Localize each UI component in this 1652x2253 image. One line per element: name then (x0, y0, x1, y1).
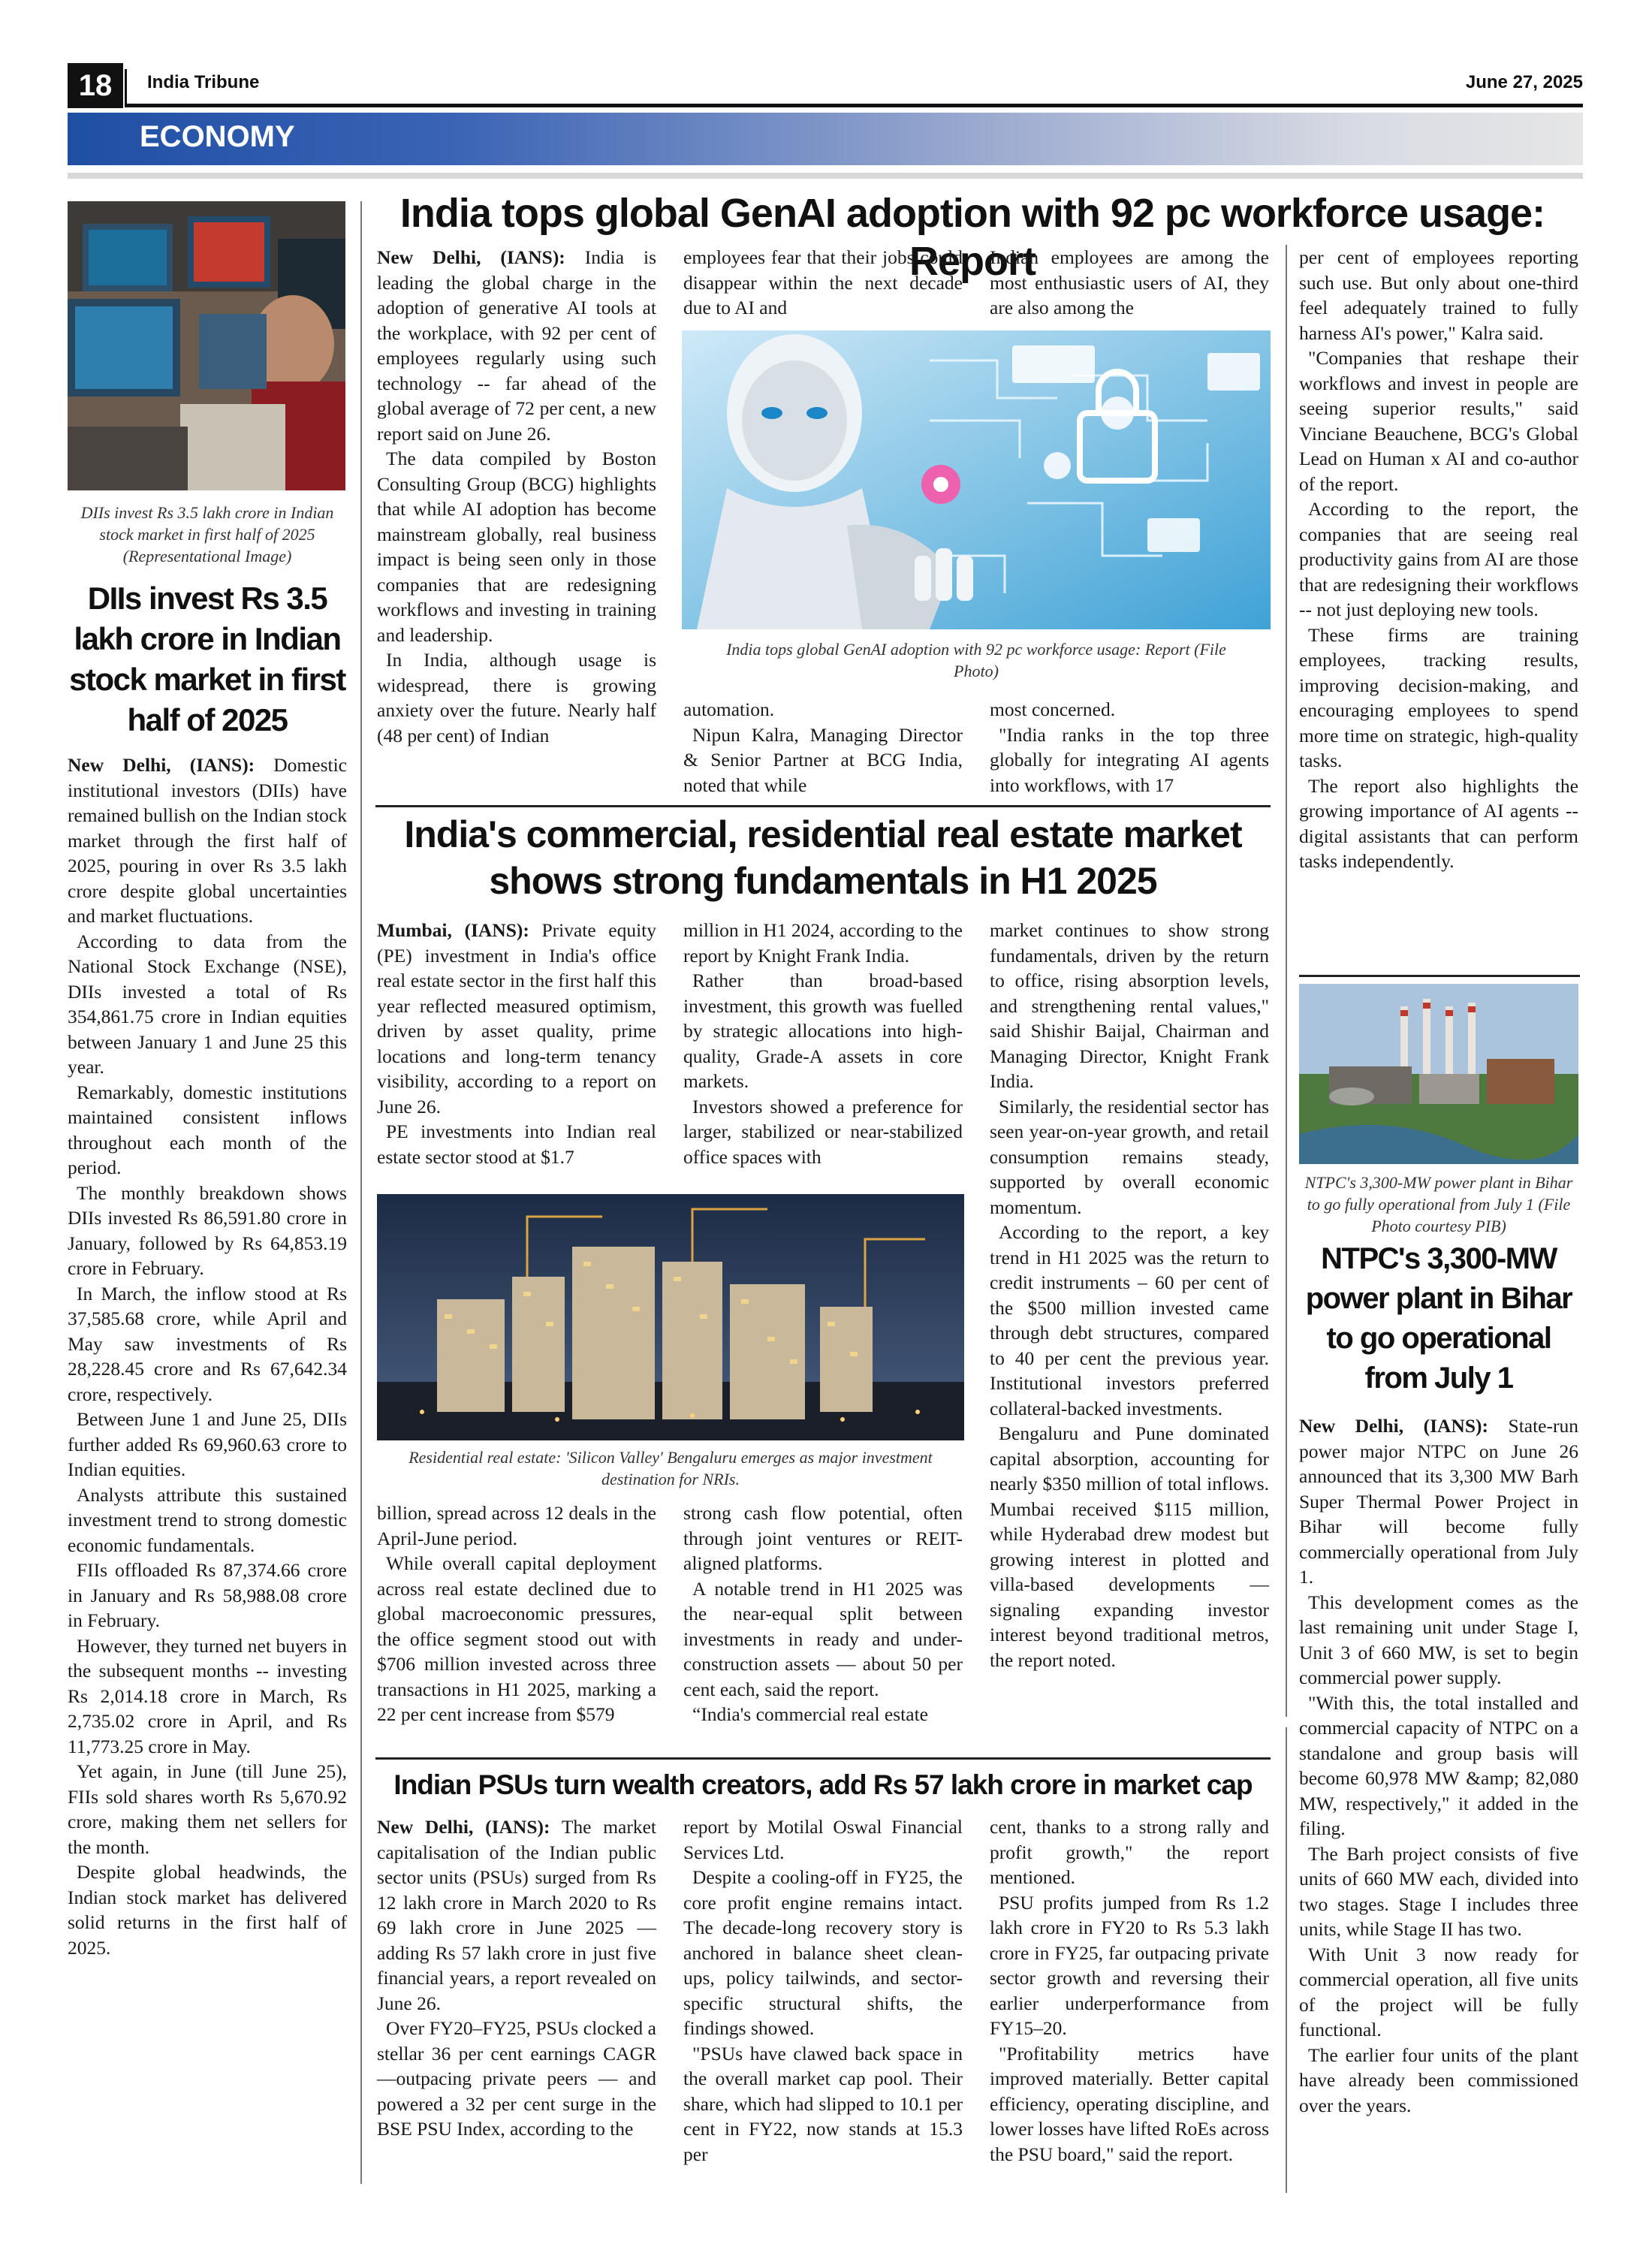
psu-headline: Indian PSUs turn wealth creators, add Rs 57 lakh crore in market cap (393, 1769, 1253, 1800)
ntpc-paragraph: The Barh project consists of five units of 660 MW each, divided into two stages. Stage I includes three units, while Stage II has two. (1299, 1842, 1578, 1940)
genai-paragraph: "India ranks in the top three globally for integrating AI agents into workflows, with 17 (990, 723, 1269, 796)
ntpc-photo-caption: NTPC's 3,300-MW power plant in Bihar to go fully operational from July 1 (File Photo courtesy PIB) (1304, 1173, 1573, 1235)
realestate-paragraph: Rather than broad-based investment, this growth was fuelled by strategic allocations into high-quality, Grade-A assets in core markets. (683, 970, 963, 1092)
bengaluru-skyline-image (377, 1194, 964, 1440)
ntpc-paragraph: The earlier four units of the plant have already been commissioned over the years. (1299, 2043, 1578, 2116)
realestate-paragraph: billion, spread across 12 deals in the April-June period. (377, 1502, 656, 1549)
genai-paragraph: The data compiled by Boston Consulting Group (BCG) highlights that while AI adoption has become mainstream globally, real business impact is being seen only in those companies that are redesigning workflows and investing in training and leadership. (377, 448, 656, 646)
psu-dateline: New Delhi, (IANS): (377, 1816, 550, 1838)
trader-photo (68, 201, 345, 490)
column-divider (360, 201, 362, 2184)
dii-photo-caption: DIIs invest Rs 3.5 lakh crore in Indian stock market in first half of 2025 (Representational Image) (80, 503, 334, 566)
realestate-paragraph: million in H1 2024, according to the report by Knight Frank India. (683, 919, 963, 967)
dii-paragraph: FIIs offloaded Rs 87,374.66 crore in January and Rs 58,988.08 crore in February. (68, 1559, 347, 1631)
issue-date: June 27, 2025 (1465, 72, 1583, 92)
genai-paragraph: Indian employees are among the most enthusiastic users of AI, they are also among the (990, 246, 1269, 318)
realestate-col1-top (377, 918, 656, 1169)
dii-paragraph: Domestic institutional investors (DIIs) have remained bullish on the Indian stock market through the first half of 2025, pouring in over Rs 3.5 lakh crore despite global uncertainties and market fluctuations. (68, 754, 347, 927)
genai-col3-top (990, 245, 1269, 327)
power-plant-graphic (1299, 984, 1578, 1164)
psu-col1 (377, 1814, 656, 2142)
realestate-col3 (990, 918, 1269, 1672)
dii-paragraph: In March, the inflow stood at Rs 37,585.68 crore, while April and May saw investments of Rs 28,228.45 crore and Rs 67,642.34 crore, respectively. (68, 1282, 347, 1405)
realestate-paragraph: PE investments into Indian real estate sector stood at $1.7 (377, 1120, 656, 1168)
dii-article-body (68, 753, 347, 1960)
genai-dateline: New Delhi, (IANS): (377, 246, 565, 268)
ai-robot-image (682, 330, 1271, 629)
dii-paragraph: Despite global headwinds, the Indian stock market has delivered solid returns in the first half of 2025. (68, 1861, 347, 1959)
ai-robot-graphic (682, 330, 1271, 629)
section-label: ECONOMY (140, 120, 295, 153)
header-rule (125, 104, 1583, 107)
power-plant-photo (1299, 984, 1578, 1164)
genai-paragraph: India is leading the global charge in the adoption of generative AI tools at the workplace, with 92 per cent of employees regularly using such technology -- far ahead of the global average of 72 per cent, a new report said on June 26. (377, 246, 656, 445)
dii-dateline: New Delhi, (IANS): (68, 754, 255, 776)
genai-col2-top (683, 245, 963, 327)
realestate-dateline: Mumbai, (IANS): (377, 919, 529, 941)
psu-paragraph: "PSUs have clawed back space in the overall market cap pool. Their share, which had slipped to 10.1 per cent in FY22, now stands at 15.3 per (683, 2042, 963, 2165)
section-band-shadow (68, 173, 1583, 179)
genai-col3-bottom (990, 697, 1269, 798)
psu-paragraph: "Profitability metrics have improved materially. Better capital efficiency, operating discipline, and lower losses have lifted RoEs across the PSU board," said the report. (990, 2042, 1269, 2165)
realestate-image-caption: Residential real estate: 'Silicon Valley' Bengaluru emerges as major investment destination for NRIs. (408, 1448, 933, 1488)
realestate-paragraph: Bengaluru and Pune dominated capital absorption, accounting for nearly $350 million of total inflows. Mumbai received $115 million, while Hyderabad drew modest but growing interest in plotted and villa-based developments — signaling expanding investor interest beyond traditional metros, the report noted. (990, 1422, 1269, 1671)
realestate-paragraph: Investors showed a preference for larger, stabilized or near-stabilized office spaces with (683, 1095, 963, 1168)
genai-col4 (1299, 245, 1578, 874)
genai-paragraph: employees fear that their jobs could disappear within the next decade due to AI and (683, 246, 963, 318)
realestate-paragraph: Similarly, the residential sector has seen year-on-year growth, and retail consumption remains steady, supported by overall economic momentum. (990, 1095, 1269, 1218)
genai-paragraph: most concerned. (990, 698, 1116, 720)
column-divider (1286, 245, 1287, 1717)
genai-col1 (377, 245, 656, 748)
realestate-paragraph: Private equity (PE) investment in India's office real estate sector in the first half this year reflected measured optimism, driven by asset quality, prime locations and long-term tenancy visibility, according to a report on June 26. (377, 919, 656, 1117)
realestate-paragraph: A notable trend in H1 2025 was the near-equal split between investments in ready and under-construction assets — about 50 per cent each, said the report. (683, 1577, 963, 1700)
genai-paragraph: automation. (683, 698, 775, 720)
psu-paragraph: PSU profits jumped from Rs 1.2 lakh crore in FY20 to Rs 5.3 lakh crore in FY25, far outpacing private sector growth and reversing their earlier underperformance from FY15–20. (990, 1891, 1269, 2039)
dii-headline: DIIs invest Rs 3.5 lakh crore in Indian stock market in first half of 2025 (69, 581, 345, 737)
genai-paragraph: Nipun Kalra, Managing Director & Senior Partner at BCG India, noted that while (683, 723, 963, 796)
psu-paragraph: Over FY20–FY25, PSUs clocked a stellar 36 per cent earnings CAGR —outpacing private peers — and powered a 32 per cent surge in the BSE PSU Index, according to the (377, 2017, 656, 2140)
psu-paragraph: Despite a cooling-off in FY25, the core profit engine remains intact. The decade-long recovery story is anchored in balance sheet clean-ups, policy tailwinds, and sector-specific structural shifts, the findings showed. (683, 1866, 963, 2039)
ntpc-paragraph: With Unit 3 now ready for commercial operation, all five units of the project will be fully functional. (1299, 1943, 1578, 2040)
psu-col3 (990, 1814, 1269, 2167)
genai-col2-bottom (683, 697, 963, 798)
genai-paragraph: These firms are training employees, tracking results, improving decision-making, and encouraging employees to spend more time on strategic, high-quality tasks. (1299, 623, 1578, 771)
genai-paragraph: "Companies that reshape their workflows and invest in people are seeing superior results," said Vinciane Beauchene, BCG's Global Lead on Human x AI and co-author of the report. (1299, 347, 1578, 495)
page-number: 18 (68, 63, 123, 108)
header-divider (125, 69, 127, 107)
dii-paragraph: Remarkably, domestic institutions maintained consistent inflows throughout each month of the period. (68, 1081, 347, 1178)
realestate-paragraph: strong cash flow potential, often through joint ventures or REIT-aligned platforms. (683, 1502, 963, 1574)
bengaluru-skyline-graphic (377, 1194, 964, 1440)
dii-paragraph: However, they turned net buyers in the subsequent months -- investing Rs 2,014.18 crore in March, Rs 2,735.02 crore in April, and Rs 11,773.25 crore in May. (68, 1634, 347, 1757)
ntpc-article-body (1299, 1413, 1578, 2118)
ntpc-headline: NTPC's 3,300-MW power plant in Bihar to go operational from July 1 (1305, 1242, 1572, 1395)
ntpc-dateline: New Delhi, (IANS): (1299, 1415, 1489, 1437)
realestate-paragraph: According to the report, a key trend in H1 2025 was the return to credit instruments – 60 per cent of the $500 million invested came through debt structures, compared to 40 per cent the previous year. Institutional investors preferred collateral-backed investments. (990, 1221, 1269, 1419)
psu-paragraph: report by Motilal Oswal Financial Services Ltd. (683, 1816, 963, 1863)
genai-paragraph: per cent of employees reporting such use. But only about one-third feel adequately trained to fully harness AI's power," Kalra said. (1299, 246, 1578, 344)
ntpc-paragraph: This development comes as the last remaining unit under Stage I, Unit 3 of 660 MW, is set to begin commercial power supply. (1299, 1591, 1578, 1688)
story-divider (1299, 975, 1580, 977)
psu-col2 (683, 1814, 963, 2167)
dii-paragraph: According to data from the National Stock Exchange (NSE), DIIs invested a total of Rs 354,861.75 crore in Indian equities between January 1 and June 25 this year. (68, 930, 347, 1078)
psu-paragraph: The market capitalisation of the Indian public sector units (PSUs) surged from Rs 12 lakh crore in March 2020 to Rs 69 lakh crore in June 2025 — adding Rs 57 lakh crore in just five financial years, a report revealed on June 26. (377, 1816, 656, 2014)
genai-paragraph: In India, although usage is widespread, there is growing anxiety over the future. Nearly half (48 per cent) of Indian (377, 649, 656, 746)
genai-paragraph: The report also highlights the growing importance of AI agents -- digital assistants that can perform tasks independently. (1299, 774, 1578, 872)
story-divider (375, 805, 1271, 807)
dii-paragraph: The monthly breakdown shows DIIs invested Rs 86,591.80 crore in January, followed by Rs 64,853.19 crore in February. (68, 1181, 347, 1279)
column-divider (1286, 1727, 1287, 2193)
realestate-col1-bottom (377, 1500, 656, 1727)
dii-paragraph: Analysts attribute this sustained investment trend to strong domestic economic fundamentals. (68, 1483, 347, 1556)
psu-paragraph: cent, thanks to a strong rally and profit growth," the report mentioned. (990, 1816, 1269, 1888)
realestate-paragraph: market continues to show strong fundamentals, driven by the return to office, rising absorption levels, and strengthening rental values," said Shishir Baijal, Chairman and Managing Director, Knight Frank India. (990, 919, 1269, 1092)
realestate-paragraph: “India's commercial real estate (692, 1703, 928, 1725)
dii-paragraph: Yet again, in June (till June 25), FIIs sold shares worth Rs 5,670.92 crore, making them net sellers for the month. (68, 1760, 347, 1858)
ntpc-paragraph: "With this, the total installed and commercial capacity of NTPC on a standalone and group basis will become 60,978 MW &amp; 82,080 MW, respectively," it added in the filing. (1299, 1691, 1578, 1839)
story-divider (375, 1757, 1271, 1760)
paper-name: India Tribune (147, 72, 260, 92)
realestate-col2-top (683, 918, 963, 1169)
genai-image-caption: India tops global GenAI adoption with 92 pc workforce usage: Report (File Photo) (726, 640, 1226, 680)
ntpc-paragraph: State-run power major NTPC on June 26 announced that its 3,300 MW Barh Super Thermal Power Project in Bihar will become fully commercially operational from July 1. (1299, 1415, 1578, 1588)
genai-headline: India tops global GenAI adoption with 92 pc workforce usage: Report (399, 191, 1545, 284)
realestate-col2-bottom (683, 1500, 963, 1727)
trader-photo-graphic (68, 201, 345, 490)
dii-paragraph: Between June 1 and June 25, DIIs further added Rs 69,960.63 crore to Indian equities. (68, 1408, 347, 1480)
realestate-paragraph: While overall capital deployment across real estate declined due to global macroeconomic pressures, the office segment stood out with $706 million invested across three transactions in H1 2025, marking a 22 per cent increase from $579 (377, 1552, 656, 1725)
genai-paragraph: According to the report, the companies that are seeing real productivity gains from AI are those that are redesigning their workflows -- not just deploying new tools. (1299, 498, 1578, 620)
realestate-headline: India's commercial, residential real estate market shows strong fundamentals in H1 2025 (404, 813, 1242, 902)
